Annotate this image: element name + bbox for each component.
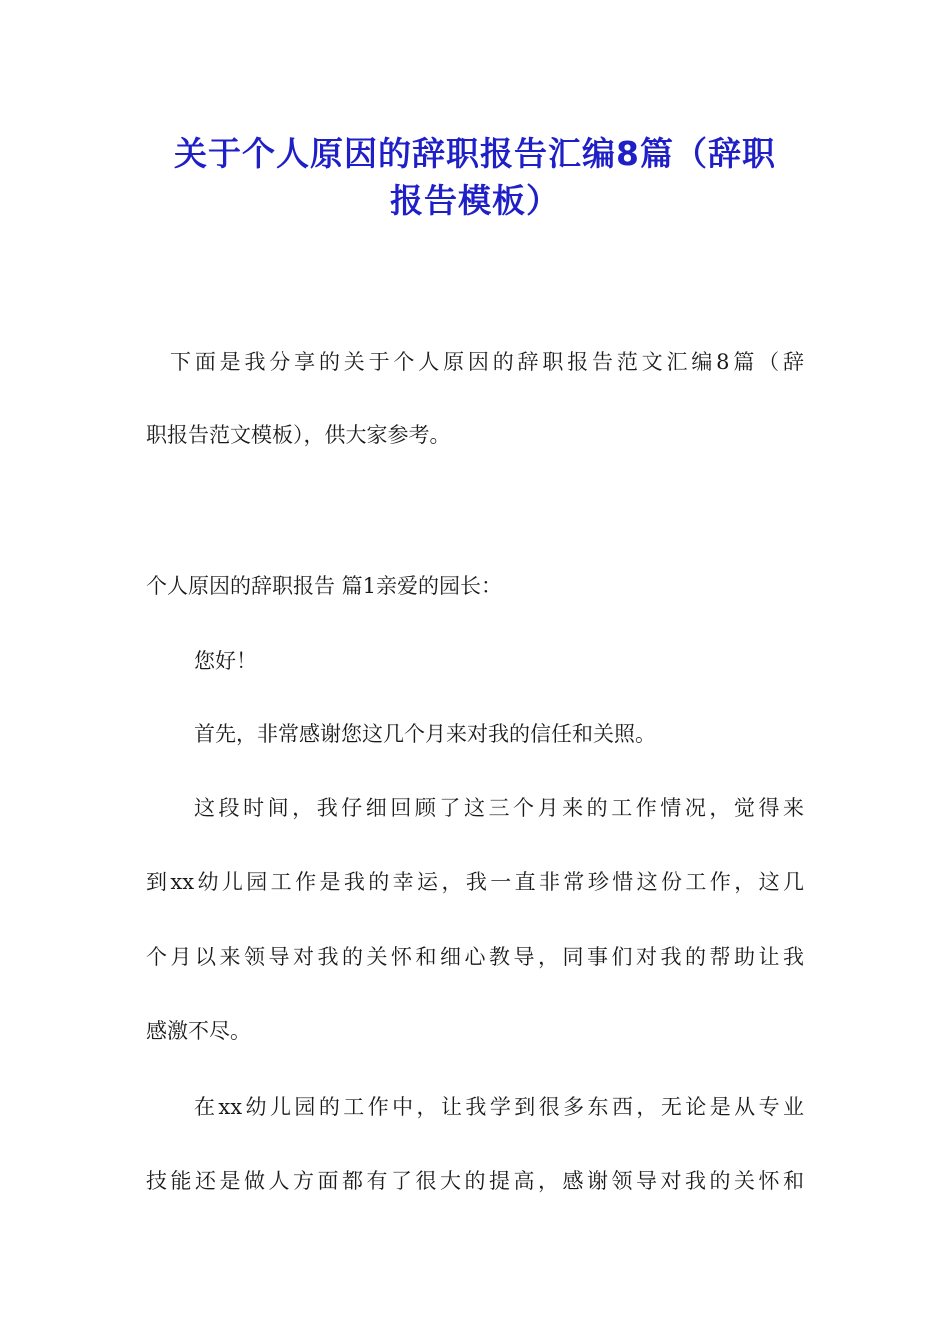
intro-paragraph-line-1: 下面是我分享的关于个人原因的辞职报告范文汇编8篇（辞 <box>170 350 804 374</box>
paragraph-1: 首先，非常感谢您这几个月来对我的信任和关照。 <box>194 722 656 746</box>
document-title-line-1: 关于个人原因的辞职报告汇编8篇（辞职 <box>174 134 776 173</box>
paragraph-2-line-3: 个月以来领导对我的关怀和细心教导，同事们对我的帮助让我 <box>146 945 804 969</box>
paragraph-2-line-4: 感激不尽。 <box>146 1019 251 1043</box>
document-title-line-2: 报告模板） <box>390 181 560 220</box>
paragraph-2-line-2: 到xx幼儿园工作是我的幸运，我一直非常珍惜这份工作，这几 <box>146 870 804 894</box>
paragraph-3-line-1: 在xx幼儿园的工作中，让我学到很多东西，无论是从专业 <box>194 1095 804 1119</box>
intro-paragraph-line-2: 职报告范文模板），供大家参考。 <box>146 423 451 447</box>
section-heading: 个人原因的辞职报告 篇1亲爱的园长： <box>146 574 503 598</box>
greeting: 您好！ <box>194 649 257 673</box>
paragraph-3-line-2: 技能还是做人方面都有了很大的提高，感谢领导对我的关怀和 <box>146 1169 804 1193</box>
paragraph-2-line-1: 这段时间，我仔细回顾了这三个月来的工作情况，觉得来 <box>194 796 804 820</box>
